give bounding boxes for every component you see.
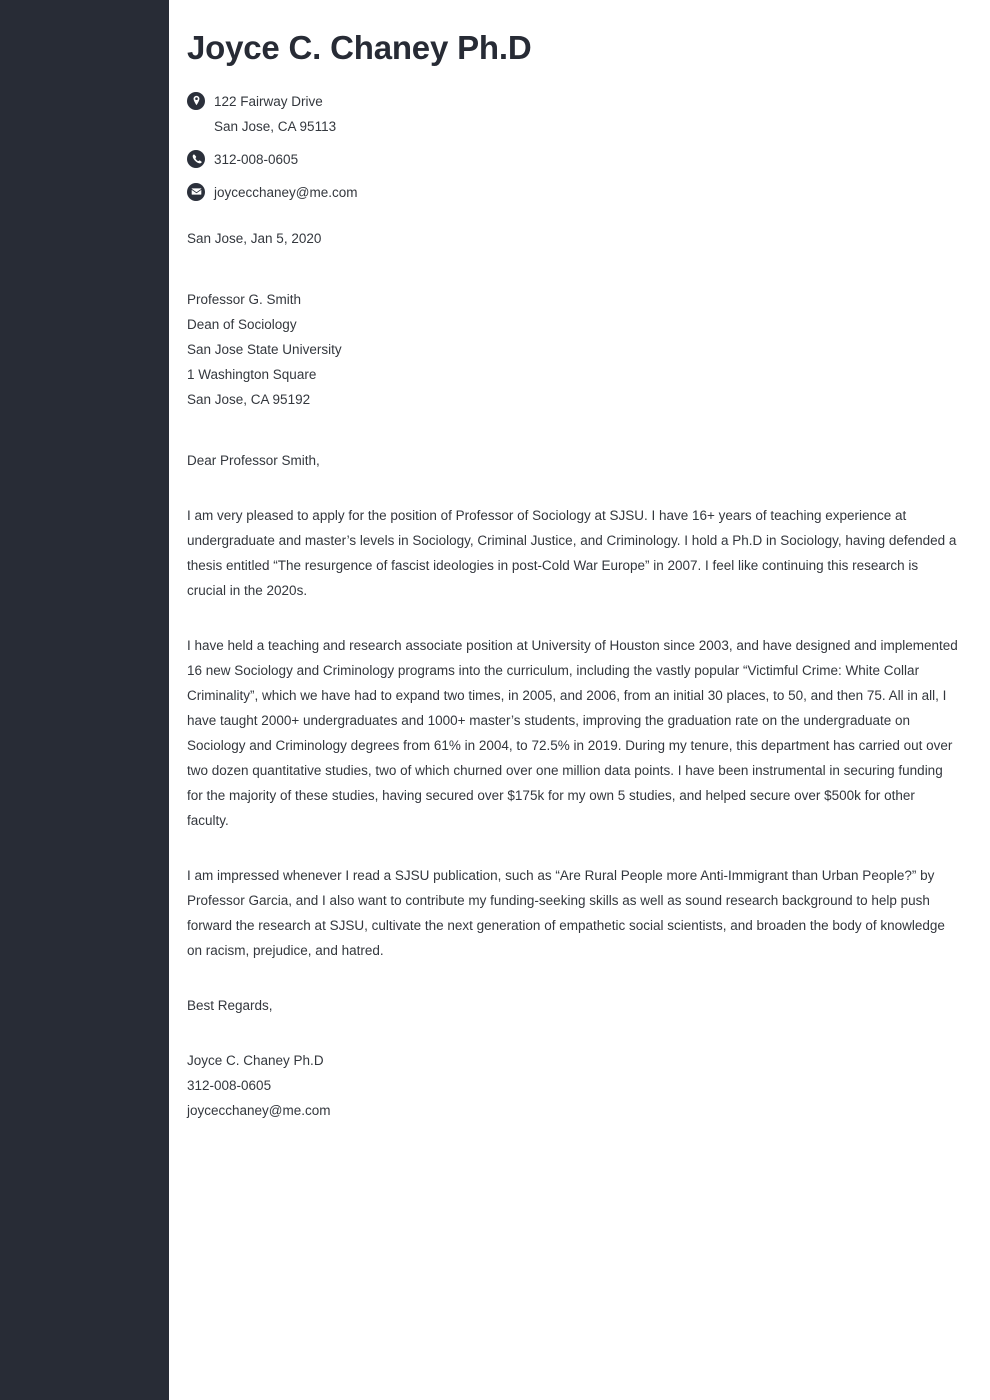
sign-off: Best Regards, [187,997,273,1013]
page-title: Joyce C. Chaney Ph.D [187,29,532,66]
letter-paragraph: I have held a teaching and research associate position at University of Houston since 2003, and have designed and implemented 16 new Sociology and Criminology programs into the curriculum, including the vastly popular “Victimful Crime: White Collar Criminality”, which we have had to expand two times, in 2005, and 2006, from an initial 30 places, to 50, and then 75. All in all, I have taught 2000+ undergraduates and 1000+ master’s students, improving the graduation rate on the undergraduate on Sociology and Criminology degrees from 61% in 2004, to 72.5% in 2019. During my tenure, this department has carried out over two dozen quantitative studies, two of which churned over one million data points. I have been instrumental in securing funding for the majority of these studies, having secured over $175k for my own 5 studies, and helped secure over $500k for other faculty. [187,638,958,828]
recipient-line: Dean of Sociology [187,317,297,333]
recipient-line: San Jose, CA 95192 [187,392,311,408]
phone-text: 312-008-0605 [214,151,299,167]
signature-name: Joyce C. Chaney Ph.D [187,1052,324,1068]
spacer [187,964,958,994]
recipient-line: 1 Washington Square [187,367,317,383]
envelope-icon [187,183,205,201]
spacer [187,604,958,634]
address-line-1: 122 Fairway Drive [214,93,323,109]
letter-paragraph: I am very pleased to apply for the position of Professor of Sociology at SJSU. I have 16+ years of teaching experience at undergraduate and master’s levels in Sociology, Criminal Justice, and Criminology. I hold a Ph.D in Sociology, having defended a thesis entitled “The resurgence of fascist ideologies in post-Cold War Europe” in 2007. I feel like continuing this research is crucial in the 2020s. [187,508,957,599]
phone-icon [187,150,205,168]
recipient-line: Professor G. Smith [187,292,302,308]
contact-block [187,90,958,206]
recipient-line: San Jose State University [187,342,342,358]
salutation: Dear Professor Smith, [187,453,320,469]
map-pin-icon [187,92,205,110]
address-line-2: San Jose, CA 95113 [214,118,337,134]
contact-row-address [187,90,958,140]
letter-paragraph: I am impressed whenever I read a SJSU publication, such as “Are Rural People more Anti-Immigrant than Urban People?” by Professor Garcia, and I also want to contribute my funding-seeking skills as well as sound research background to help push forward the research at SJSU, cultivate the next generation of empathetic social scientists, and broaden the body of knowledge on racism, prejudice, and hatred. [187,867,945,958]
spacer [187,413,958,449]
letter-content [169,0,990,1400]
spacer [187,1019,958,1049]
contact-row-phone [187,148,958,173]
email-text: joycecchaney@me.com [214,184,358,200]
signature-block [187,1049,958,1124]
signature-email: joycecchaney@me.com [187,1102,331,1118]
spacer [187,474,958,504]
contact-row-email [187,181,958,206]
place-and-date: San Jose, Jan 5, 2020 [187,231,322,247]
spacer [187,252,958,288]
signature-phone: 312-008-0605 [187,1077,272,1093]
sidebar-accent-bar [0,0,169,1400]
address-text [214,90,336,140]
recipient-block [187,288,958,413]
spacer [187,834,958,864]
